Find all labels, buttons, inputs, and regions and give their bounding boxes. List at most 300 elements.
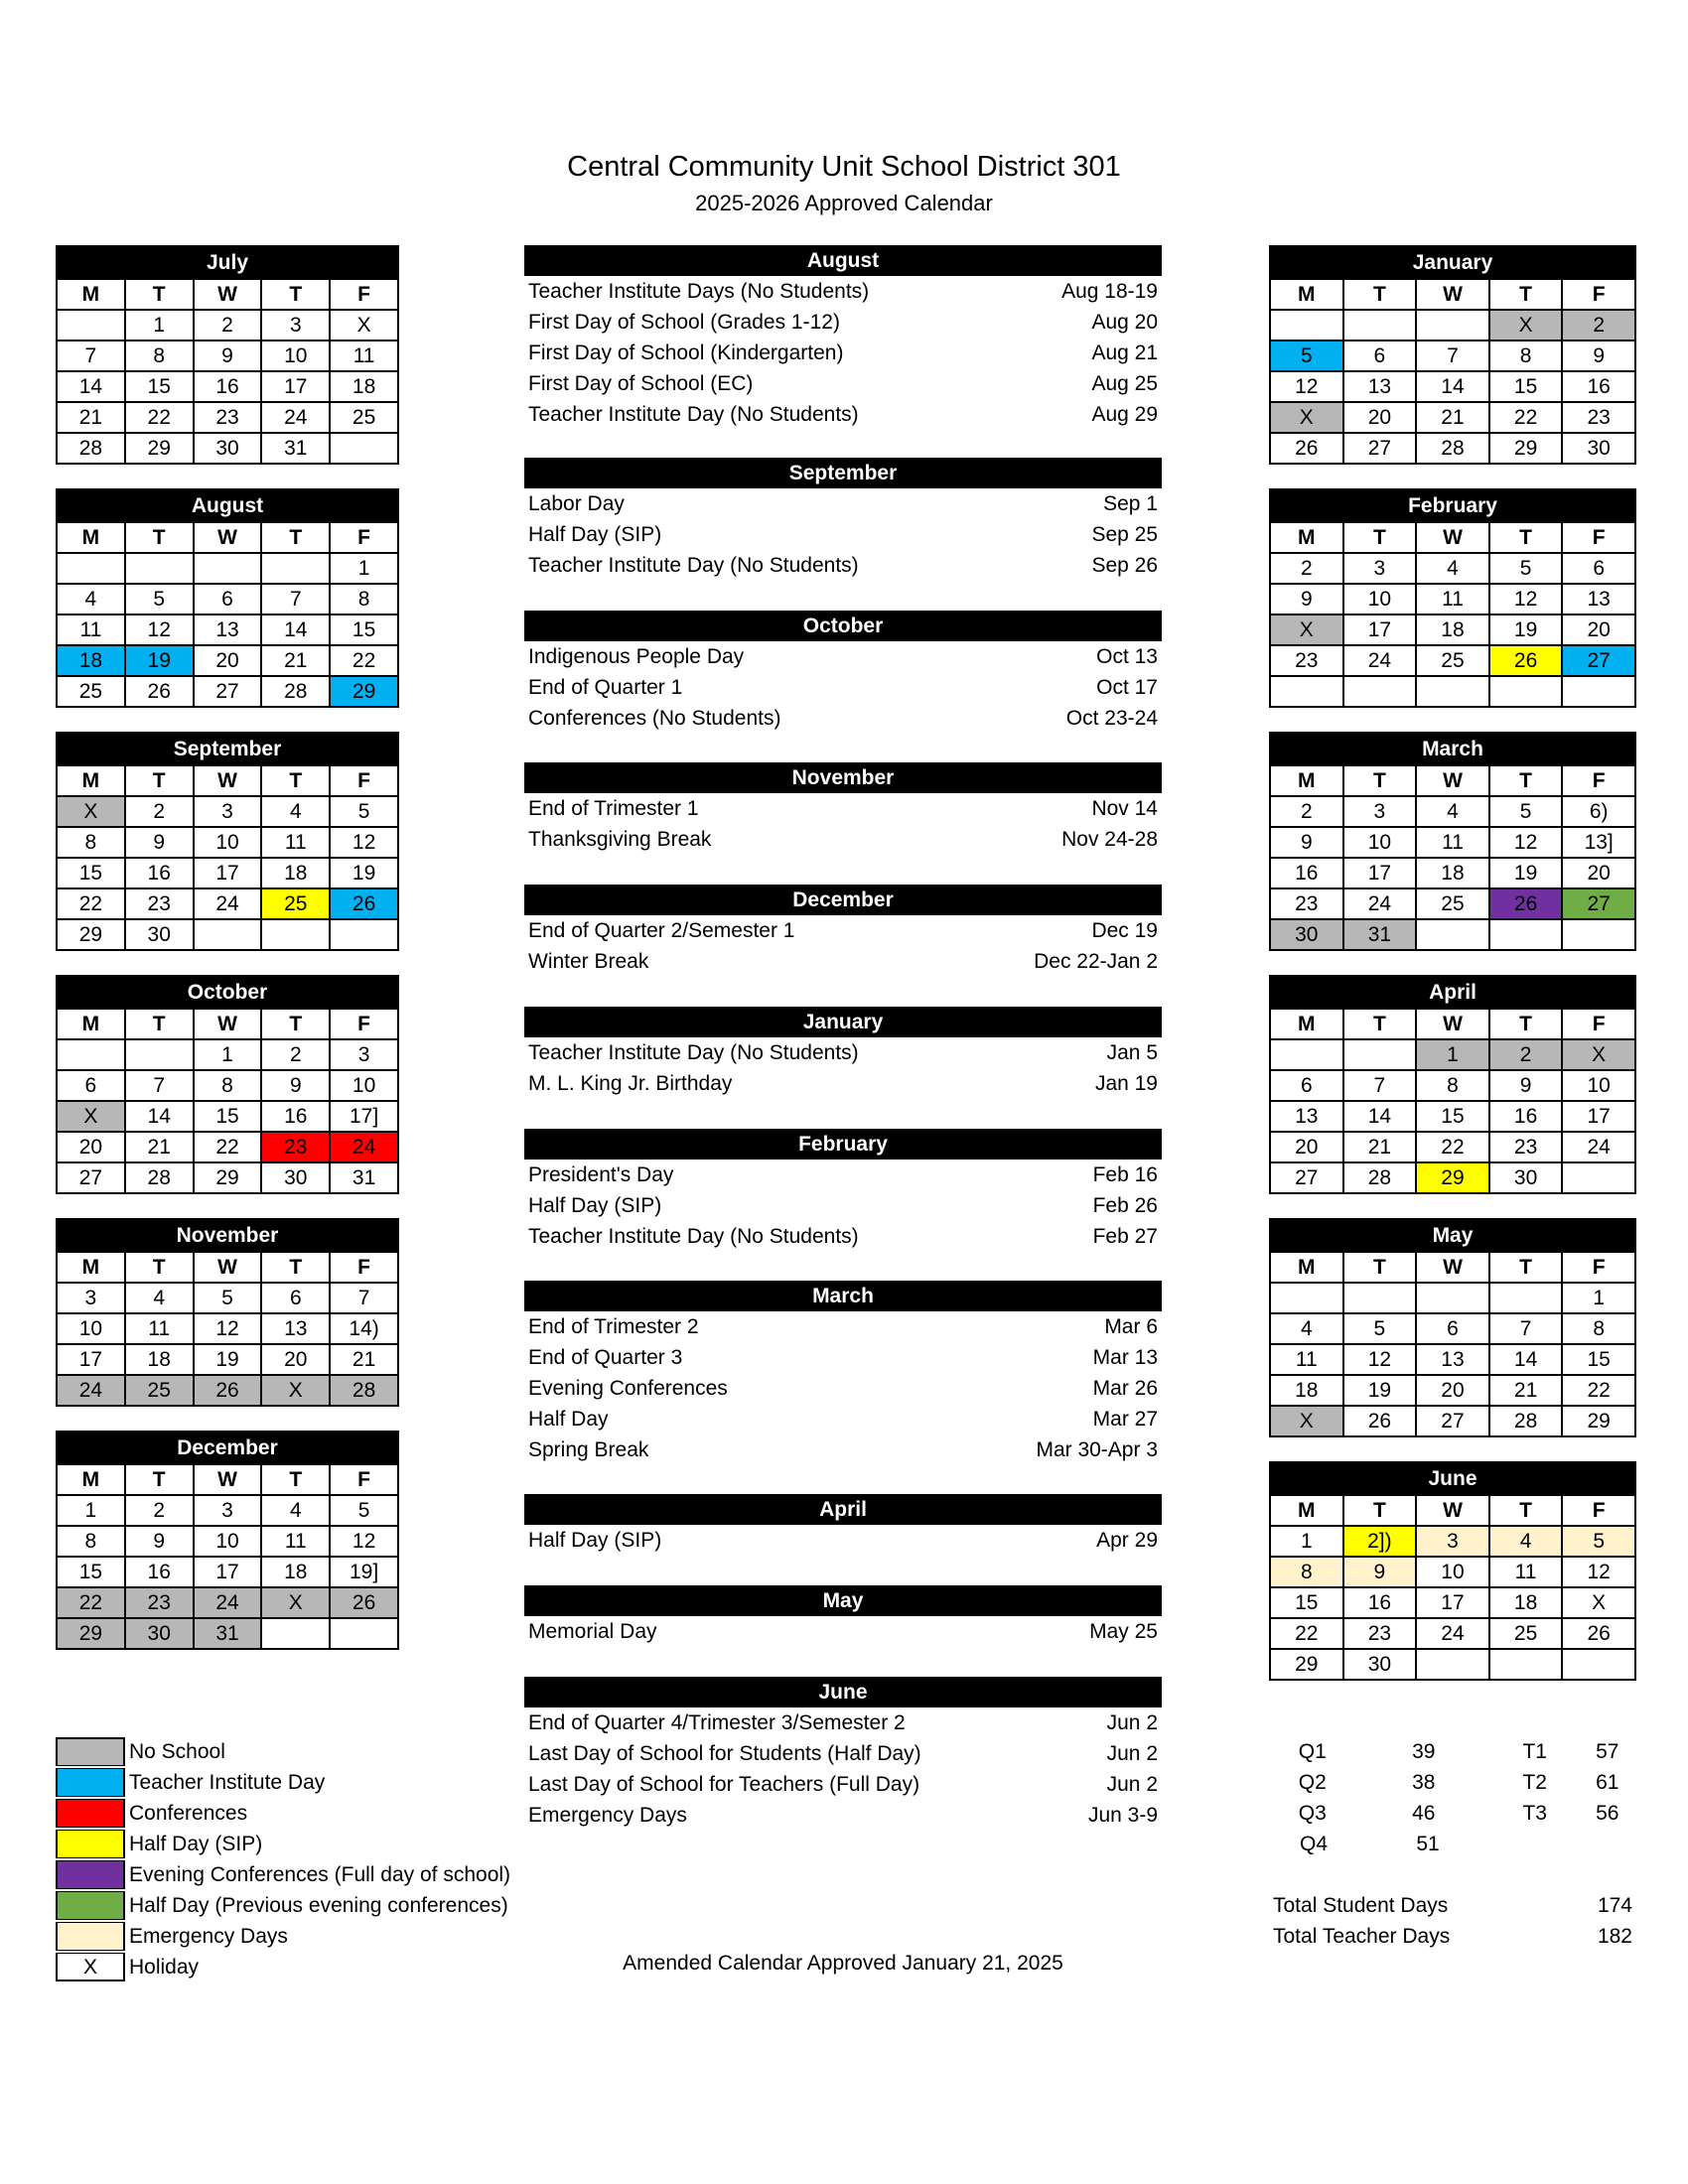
calendar-day: 13	[1562, 584, 1635, 614]
calendar-day: 27	[1562, 888, 1635, 919]
calendar-day: 18	[57, 645, 125, 676]
calendar-day: 7	[261, 584, 330, 614]
calendar-day: 10	[1343, 827, 1417, 858]
calendar-week	[57, 1162, 398, 1193]
weekday-label: W	[194, 1464, 262, 1495]
calendar-day: 11	[330, 341, 398, 371]
calendar-day: 3	[1416, 1526, 1489, 1557]
event-name: First Day of School (Grades 1-12)	[528, 311, 840, 334]
event-row	[524, 824, 1162, 855]
calendar-day: 18	[330, 371, 398, 402]
calendar-day: 29	[1562, 1406, 1635, 1436]
calendar-day	[1416, 1649, 1489, 1680]
events-december	[524, 885, 1162, 977]
calendar-week	[1270, 645, 1635, 676]
weekday-label: T	[1489, 1252, 1563, 1283]
calendar-week	[1270, 1618, 1635, 1649]
calendar-day: 2	[194, 310, 262, 341]
calendar-day: 28	[1489, 1406, 1563, 1436]
calendar-day: 31	[1343, 919, 1417, 950]
legend-label: No School	[129, 1739, 225, 1763]
event-row	[524, 1738, 1162, 1769]
calendar-day	[1270, 1283, 1343, 1313]
calendar-day: 21	[1343, 1132, 1417, 1162]
calendar-day: 19	[330, 858, 398, 888]
calendar-november	[56, 1218, 399, 1407]
legend-label: Holiday	[129, 1955, 200, 1979]
event-date: Feb 16	[1092, 1163, 1158, 1186]
calendar-day: X	[1489, 310, 1563, 341]
calendar-day: 13	[194, 614, 262, 645]
calendar-month-title: December	[57, 1432, 398, 1464]
event-date: Jun 2	[1106, 1742, 1158, 1765]
calendar-day: 17	[1343, 614, 1417, 645]
calendar-day: 22	[57, 888, 125, 919]
events-month-header: August	[524, 245, 1162, 276]
calendar-month-title: November	[57, 1219, 398, 1252]
weekday-label: F	[330, 522, 398, 553]
calendar-day: 11	[1416, 584, 1489, 614]
calendar-week	[1270, 827, 1635, 858]
total-row	[1269, 1921, 1636, 1952]
weekday-label: M	[1270, 1009, 1343, 1039]
calendar-day: 28	[1343, 1162, 1417, 1193]
calendar-day: 28	[57, 433, 125, 464]
event-row	[524, 519, 1162, 550]
calendar-day: 25	[1416, 888, 1489, 919]
calendar-week	[57, 614, 398, 645]
calendar-day: 10	[1343, 584, 1417, 614]
calendar-day: 16	[1489, 1101, 1563, 1132]
calendar-day: 24	[1416, 1618, 1489, 1649]
calendar-day: 25	[1489, 1618, 1563, 1649]
calendar-day: 28	[1416, 433, 1489, 464]
calendar-day: 5	[330, 796, 398, 827]
calendar-week	[1270, 1283, 1635, 1313]
calendar-day: 31	[194, 1618, 262, 1649]
weekday-label: W	[194, 765, 262, 796]
calendar-day: 10	[57, 1313, 125, 1344]
calendar-day: 31	[261, 433, 330, 464]
legend-item-ti	[56, 1767, 510, 1798]
calendar-day: 23	[261, 1132, 330, 1162]
calendar-day: 12	[330, 827, 398, 858]
event-row	[524, 946, 1162, 977]
calendar-day: 5	[125, 584, 194, 614]
quarter-label: Q1	[1298, 1740, 1327, 1763]
legend-label: Emergency Days	[129, 1924, 288, 1948]
calendar-day: 23	[1270, 888, 1343, 919]
event-name: End of Quarter 1	[528, 676, 683, 699]
calendar-day: 30	[261, 1162, 330, 1193]
calendar-week	[57, 1344, 398, 1375]
calendar-day	[57, 553, 125, 584]
legend-label: Conferences	[129, 1801, 248, 1825]
calendar-day: 3	[194, 1495, 262, 1526]
event-row	[524, 672, 1162, 703]
weekday-label: W	[194, 1252, 262, 1283]
events-january	[524, 1007, 1162, 1099]
events-month-header: January	[524, 1007, 1162, 1037]
calendar-day: 17	[261, 371, 330, 402]
calendar-day: 5	[1270, 341, 1343, 371]
calendar-day: 27	[1270, 1162, 1343, 1193]
calendar-day: 22	[125, 402, 194, 433]
calendar-week	[57, 553, 398, 584]
weekday-label: T	[125, 1464, 194, 1495]
calendar-day: 26	[194, 1375, 262, 1406]
event-row	[524, 276, 1162, 307]
legend-swatch	[56, 1737, 125, 1766]
legend-item-eve	[56, 1859, 510, 1890]
calendar-week	[57, 1101, 398, 1132]
calendar-day: 22	[1489, 402, 1563, 433]
event-name: Labor Day	[528, 492, 625, 515]
event-date: Sep 25	[1091, 523, 1158, 546]
calendar-day: 4	[1416, 553, 1489, 584]
legend-swatch	[56, 1830, 125, 1858]
calendar-week	[57, 1039, 398, 1070]
calendar-day: 26	[1489, 645, 1563, 676]
weekday-label: T	[1489, 1495, 1563, 1526]
calendar-day: X	[261, 1375, 330, 1406]
calendar-day	[1562, 1162, 1635, 1193]
weekday-label: T	[1343, 1009, 1417, 1039]
calendar-day: 17	[194, 858, 262, 888]
event-name: First Day of School (EC)	[528, 372, 754, 395]
calendar-day: 23	[194, 402, 262, 433]
events-month-header: May	[524, 1585, 1162, 1616]
calendar-week	[57, 584, 398, 614]
calendar-day: 27	[1343, 433, 1417, 464]
calendar-week	[57, 341, 398, 371]
weekday-label: T	[261, 279, 330, 310]
calendar-day: 29	[330, 676, 398, 707]
calendar-week	[1270, 888, 1635, 919]
event-date: Mar 13	[1092, 1346, 1158, 1369]
events-march	[524, 1281, 1162, 1465]
calendar-day: 1	[1416, 1039, 1489, 1070]
event-name: Half Day (SIP)	[528, 1194, 662, 1217]
calendar-month-title: March	[1270, 733, 1635, 765]
weekday-label: M	[1270, 1252, 1343, 1283]
calendar-day: 25	[125, 1375, 194, 1406]
trimester-days: 61	[1596, 1771, 1619, 1794]
calendar-day: 29	[57, 919, 125, 950]
calendar-day	[1343, 676, 1417, 707]
event-name: Winter Break	[528, 950, 649, 973]
event-row	[524, 1221, 1162, 1252]
event-name: Teacher Institute Days (No Students)	[528, 280, 870, 303]
event-row	[524, 1769, 1162, 1800]
quarter-days: 39	[1412, 1740, 1436, 1763]
amended-note: Amended Calendar Approved January 21, 2025	[623, 1952, 1063, 1975]
calendar-day: 18	[261, 1557, 330, 1587]
weekday-label: W	[194, 279, 262, 310]
calendar-day: 29	[1489, 433, 1563, 464]
calendar-day: 5	[194, 1283, 262, 1313]
event-date: Jun 3-9	[1087, 1804, 1158, 1827]
event-name: End of Quarter 2/Semester 1	[528, 919, 795, 942]
calendar-day: 6	[1270, 1070, 1343, 1101]
event-date: Dec 19	[1091, 919, 1158, 942]
calendar-day: 29	[125, 433, 194, 464]
event-name: Memorial Day	[528, 1620, 657, 1643]
calendar-day: 22	[330, 645, 398, 676]
calendar-day: 20	[1416, 1375, 1489, 1406]
calendar-day: 9	[261, 1070, 330, 1101]
calendar-day: 20	[261, 1344, 330, 1375]
calendar-week	[57, 1495, 398, 1526]
weekday-label: M	[57, 1252, 125, 1283]
events-month-header: March	[524, 1281, 1162, 1311]
calendar-day: 18	[1489, 1587, 1563, 1618]
calendar-day: 21	[1489, 1375, 1563, 1406]
calendar-week	[1270, 1587, 1635, 1618]
calendar-day: 12	[1562, 1557, 1635, 1587]
quarter-days: 51	[1416, 1833, 1440, 1855]
calendar-day	[194, 553, 262, 584]
calendar-day: 17	[1343, 858, 1417, 888]
event-date: Aug 25	[1091, 372, 1158, 395]
event-name: First Day of School (Kindergarten)	[528, 341, 844, 364]
calendar-month-title: July	[57, 246, 398, 279]
calendar-day: 24	[1343, 645, 1417, 676]
calendar-day: 16	[261, 1101, 330, 1132]
legend-swatch	[56, 1768, 125, 1797]
calendar-day: 5	[1489, 553, 1563, 584]
calendar-week	[57, 796, 398, 827]
event-date: Aug 21	[1091, 341, 1158, 364]
calendar-day: X	[330, 310, 398, 341]
calendar-march	[1269, 732, 1636, 951]
calendar-day: 22	[1416, 1132, 1489, 1162]
calendar-day: 4	[1489, 1526, 1563, 1557]
calendar-week	[1270, 371, 1635, 402]
weekday-label: M	[1270, 1495, 1343, 1526]
calendar-week	[57, 433, 398, 464]
calendar-day: 8	[194, 1070, 262, 1101]
legend-item-emerg	[56, 1921, 510, 1952]
calendar-day	[194, 919, 262, 950]
weekday-label: W	[1416, 279, 1489, 310]
weekday-label: M	[57, 1009, 125, 1039]
calendar-day: 27	[194, 676, 262, 707]
event-row	[524, 1616, 1162, 1647]
calendar-day: X	[1562, 1587, 1635, 1618]
calendar-day: 6	[1343, 341, 1417, 371]
calendar-week	[1270, 553, 1635, 584]
event-row	[524, 703, 1162, 734]
calendar-week	[1270, 1344, 1635, 1375]
weekday-label: F	[330, 1464, 398, 1495]
event-date: Dec 22-Jan 2	[1034, 950, 1158, 973]
weekday-label: T	[125, 1252, 194, 1283]
event-row	[524, 793, 1162, 824]
legend-item-hol	[56, 1952, 510, 1982]
weekday-label: M	[1270, 279, 1343, 310]
calendar-day: 1	[1562, 1283, 1635, 1313]
calendar-day: X	[1562, 1039, 1635, 1070]
event-date: Oct 17	[1096, 676, 1158, 699]
event-date: Mar 26	[1092, 1377, 1158, 1400]
quarter-label: Q2	[1298, 1771, 1327, 1794]
calendar-week	[1270, 1313, 1635, 1344]
total-value: 174	[1597, 1894, 1632, 1917]
calendar-day: 8	[1416, 1070, 1489, 1101]
weekday-label: T	[125, 279, 194, 310]
calendar-day: 31	[330, 1162, 398, 1193]
calendar-day: 14	[261, 614, 330, 645]
event-date: Aug 20	[1091, 311, 1158, 334]
weekday-label: F	[330, 765, 398, 796]
event-row	[524, 338, 1162, 368]
calendar-week	[1270, 676, 1635, 707]
event-name: Teacher Institute Day (No Students)	[528, 554, 859, 577]
calendar-day	[330, 433, 398, 464]
calendar-day: 21	[1416, 402, 1489, 433]
calendar-day: 2	[261, 1039, 330, 1070]
calendar-month-title: February	[1270, 489, 1635, 522]
event-name: Evening Conferences	[528, 1377, 728, 1400]
calendar-day: 1	[125, 310, 194, 341]
calendar-week	[1270, 1132, 1635, 1162]
calendar-day: 6	[194, 584, 262, 614]
calendar-day	[330, 1618, 398, 1649]
event-row	[524, 1068, 1162, 1099]
events-month-header: June	[524, 1677, 1162, 1707]
calendar-day	[125, 1039, 194, 1070]
calendar-day: 26	[330, 1587, 398, 1618]
calendar-day: 9	[1270, 827, 1343, 858]
quarter-label: Q4	[1299, 1833, 1328, 1855]
calendar-day: 27	[1416, 1406, 1489, 1436]
weekday-label: T	[261, 1252, 330, 1283]
calendar-july	[56, 245, 399, 465]
calendar-day: 15	[1562, 1344, 1635, 1375]
event-row	[524, 1525, 1162, 1556]
calendar-day: 4	[125, 1283, 194, 1313]
event-row	[524, 1800, 1162, 1831]
trimester-label: T3	[1522, 1802, 1547, 1825]
event-row	[524, 399, 1162, 430]
weekday-label: F	[330, 279, 398, 310]
calendar-week	[57, 888, 398, 919]
calendar-day: 8	[1562, 1313, 1635, 1344]
weekday-label: F	[330, 1252, 398, 1283]
calendar-day: 21	[125, 1132, 194, 1162]
events-november	[524, 762, 1162, 855]
calendar-day: X	[1270, 402, 1343, 433]
weekday-label: M	[1270, 765, 1343, 796]
calendar-day: 7	[1343, 1070, 1417, 1101]
calendar-february	[1269, 488, 1636, 708]
calendar-day: 14	[57, 371, 125, 402]
calendar-day: 4	[57, 584, 125, 614]
calendar-day: 24	[261, 402, 330, 433]
calendar-day: 21	[261, 645, 330, 676]
calendar-day: 15	[194, 1101, 262, 1132]
calendar-month-title: June	[1270, 1462, 1635, 1495]
calendar-day: 14	[1489, 1344, 1563, 1375]
event-date: Aug 18-19	[1061, 280, 1158, 303]
calendar-day: 25	[261, 888, 330, 919]
calendar-day: 8	[1270, 1557, 1343, 1587]
weekday-label: F	[330, 1009, 398, 1039]
events-may	[524, 1585, 1162, 1647]
event-row	[524, 1160, 1162, 1190]
calendar-day: 12	[1489, 584, 1563, 614]
calendar-december	[56, 1431, 399, 1650]
calendar-week	[57, 310, 398, 341]
calendar-day: 18	[125, 1344, 194, 1375]
event-row	[524, 368, 1162, 399]
calendar-week	[1270, 1070, 1635, 1101]
calendar-week	[1270, 919, 1635, 950]
calendar-day: 16	[1343, 1587, 1417, 1618]
calendar-day: 26	[125, 676, 194, 707]
calendar-month-title: April	[1270, 976, 1635, 1009]
event-date: May 25	[1089, 1620, 1158, 1643]
calendar-day: 7	[57, 341, 125, 371]
calendar-week	[1270, 1526, 1635, 1557]
calendar-day: 9	[1562, 341, 1635, 371]
calendar-day: 9	[1343, 1557, 1417, 1587]
events-month-header: November	[524, 762, 1162, 793]
weekday-label: T	[1489, 279, 1563, 310]
calendar-day: 6	[1562, 553, 1635, 584]
calendar-day: 3	[57, 1283, 125, 1313]
calendar-day: 19	[1343, 1375, 1417, 1406]
calendar-day: 20	[1270, 1132, 1343, 1162]
weekday-label: M	[57, 1464, 125, 1495]
calendar-day: 30	[1562, 433, 1635, 464]
calendar-day: 5	[1489, 796, 1563, 827]
calendar-day	[1343, 1039, 1417, 1070]
calendar-day: 18	[1416, 858, 1489, 888]
calendar-may	[1269, 1218, 1636, 1437]
calendar-day: 29	[57, 1618, 125, 1649]
weekday-label: W	[1416, 1252, 1489, 1283]
calendar-day: 12	[1343, 1344, 1417, 1375]
event-row	[524, 1707, 1162, 1738]
legend-label: Teacher Institute Day	[129, 1770, 326, 1794]
weekday-label: W	[194, 1009, 262, 1039]
quarter-days: 38	[1412, 1771, 1436, 1794]
calendar-day: 15	[1416, 1101, 1489, 1132]
quarter-days: 46	[1412, 1802, 1436, 1825]
calendar-day: 19	[125, 645, 194, 676]
calendar-day: 25	[57, 676, 125, 707]
weekday-label: F	[1562, 1252, 1635, 1283]
calendar-week	[57, 371, 398, 402]
event-row	[524, 1037, 1162, 1068]
calendar-day: 17	[57, 1344, 125, 1375]
total-label: Total Student Days	[1273, 1894, 1449, 1917]
calendar-week	[57, 402, 398, 433]
count-row	[1269, 1736, 1636, 1767]
event-row	[524, 488, 1162, 519]
calendar-day: 11	[261, 1526, 330, 1557]
calendar-day	[330, 919, 398, 950]
count-row	[1269, 1829, 1636, 1859]
calendar-day: 29	[1270, 1649, 1343, 1680]
calendar-day: 10	[194, 827, 262, 858]
calendar-week	[1270, 584, 1635, 614]
event-name: Half Day	[528, 1408, 609, 1431]
calendar-day: 23	[125, 1587, 194, 1618]
calendar-day: 14	[1343, 1101, 1417, 1132]
